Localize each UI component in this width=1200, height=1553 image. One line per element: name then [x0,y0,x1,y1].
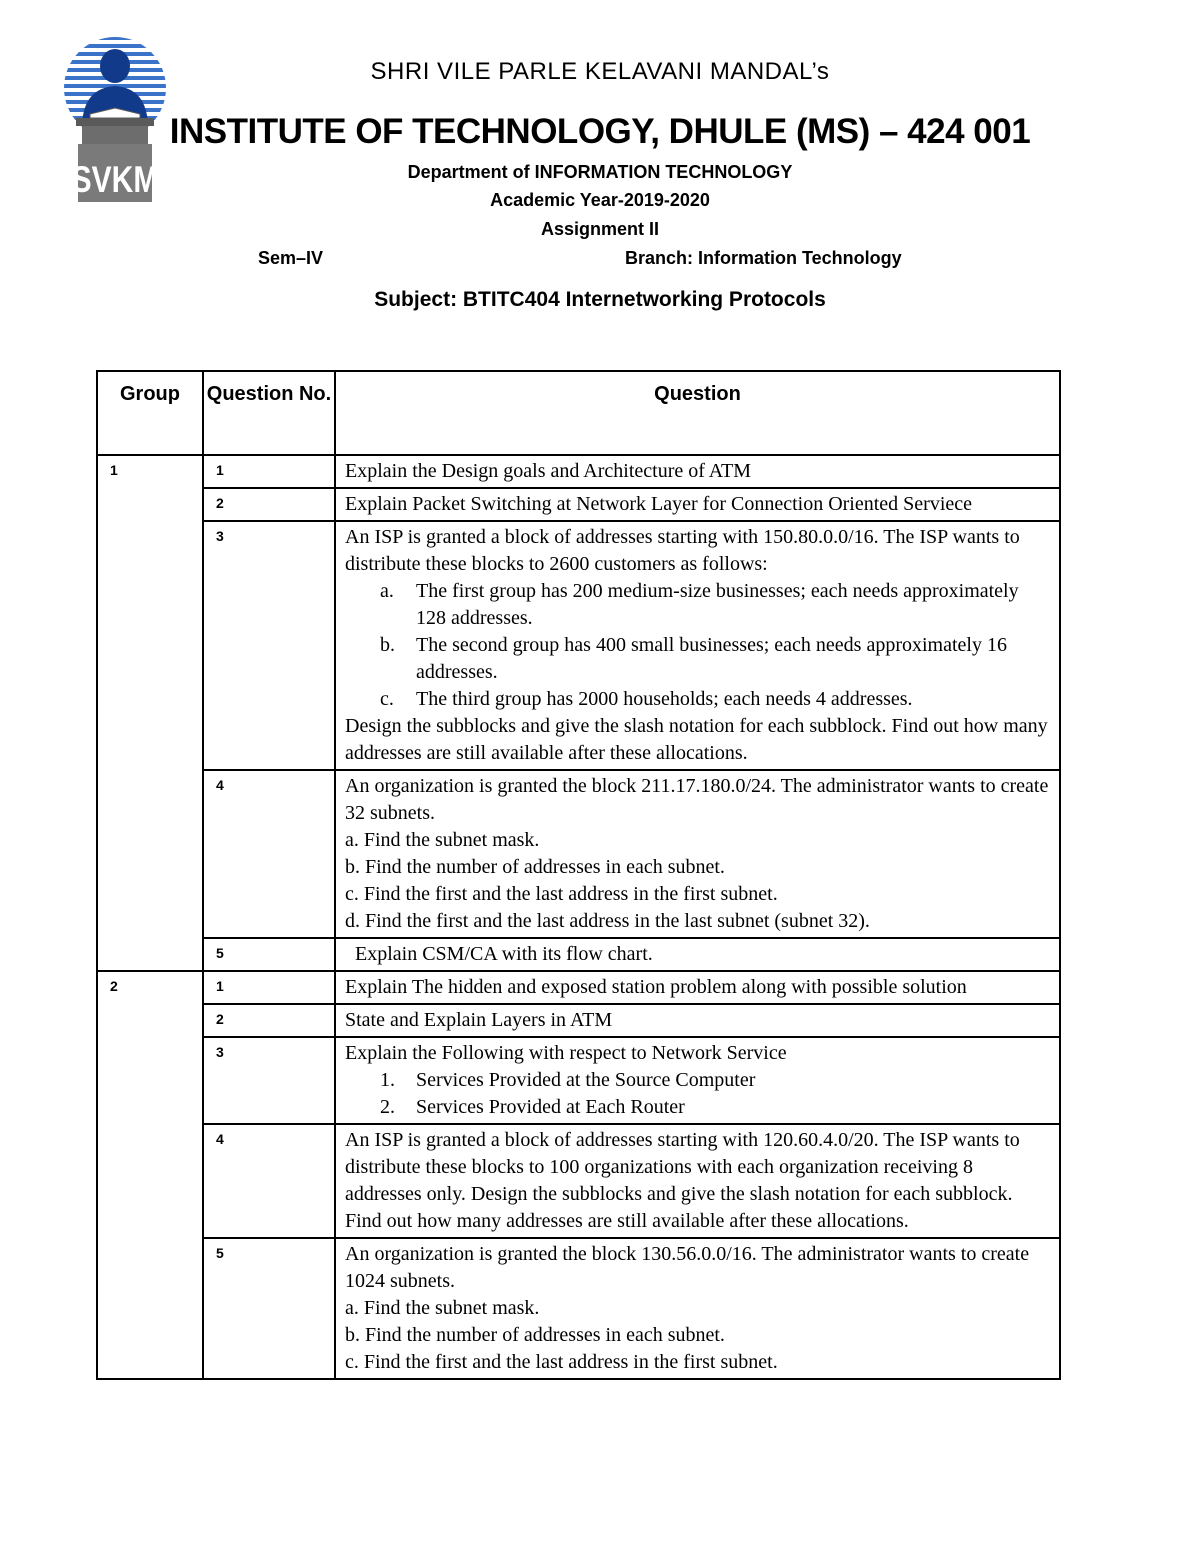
table-row [97,971,1060,1004]
question-text [335,770,1060,938]
question-line: c. Find the first and the last address in the first subnet. [345,883,778,905]
table-header-row [97,371,1060,455]
question-text [335,1238,1060,1379]
question-text [335,938,1060,971]
question-line: a. Find the subnet mask. [345,1297,540,1319]
question-text [335,488,1060,521]
question-line: Explain CSM/CA with its flow chart. [345,943,653,965]
question-line: Explain The hidden and exposed station problem along with possible solution [345,976,967,998]
question-text [335,1004,1060,1037]
department: Department of INFORMATION TECHNOLOGY [407,162,793,182]
question-line: b. Find the number of addresses in each subnet. [345,856,725,878]
table-row [97,488,1060,521]
subitem-text: Services Provided at Each Router [416,1096,685,1118]
question-line: b. Find the number of addresses in each subnet. [345,1324,725,1346]
question-line: An ISP is granted a block of addresses starting with 150.80.0.0/16. The ISP wants to distribute these blocks to 2600 customers as follows: [345,526,1025,575]
table-row [97,521,1060,770]
question-subitem [345,632,1051,686]
subitem-marker: b. [380,634,395,656]
semester: Sem–IV [258,248,324,268]
question-subitem [345,578,1051,632]
question-line: Design the subblocks and give the slash notation for each subblock. Find out how many addresses are still available after these allocations. [345,715,1048,764]
question-number: 2 [203,488,335,521]
question-number: 3 [203,521,335,770]
subitem-marker: c. [380,688,394,710]
subitem-text: The third group has 2000 households; each needs 4 addresses. [416,688,913,710]
logo-text: SVKM [71,159,159,202]
question-number: 5 [203,938,335,971]
question-line: d. Find the first and the last address in the last subnet (subnet 32). [345,910,870,932]
question-line: Explain the Following with respect to Network Service [345,1042,787,1064]
question-number: 4 [203,1124,335,1238]
institute-title: INSTITUTE OF TECHNOLOGY, DHULE (MS) – 424 001 [169,112,1031,151]
table-row [97,1238,1060,1379]
question-line: State and Explain Layers in ATM [345,1009,613,1031]
question-line: An ISP is granted a block of addresses starting with 120.60.4.0/20. The ISP wants to distribute these blocks to 100 organizations with each organization receiving 8 addresses only. Design the subblocks and give the slash notation for each subblock. Find out how many addresses are still available after these allocations. [345,1129,1025,1232]
table-row [97,938,1060,971]
question-text [335,971,1060,1004]
subitem-text: Services Provided at the Source Computer [416,1069,756,1091]
subject-title: Subject: BTITC404 Internetworking Protocols [374,288,826,311]
question-number: 5 [203,1238,335,1379]
subitem-text: The second group has 400 small businesses; each needs approximately 16 addresses. [416,634,1007,683]
table-row [97,1124,1060,1238]
question-number: 3 [203,1037,335,1124]
header-question: Question [335,371,1060,455]
question-line: Explain Packet Switching at Network Layer for Connection Oriented Serviece [345,493,973,515]
question-number: 1 [203,971,335,1004]
question-table [96,370,1061,1380]
table-row [97,1037,1060,1124]
question-text [335,1124,1060,1238]
question-line: An organization is granted the block 130.56.0.0/16. The administrator wants to create 1024 subnets. [345,1243,1035,1292]
subitem-marker: a. [380,580,394,602]
question-subitem [345,686,1051,713]
header-question-no: Question No. [203,371,335,455]
assignment-title: Assignment II [540,219,660,239]
question-number: 2 [203,1004,335,1037]
question-subitem [345,1094,1051,1121]
table-row [97,770,1060,938]
question-number: 4 [203,770,335,938]
question-text [335,455,1060,488]
branch: Branch: Information Technology [625,248,902,268]
group-number: 1 [97,455,203,971]
question-line: c. Find the first and the last address in the first subnet. [345,1351,778,1373]
question-number: 1 [203,455,335,488]
table-row [97,1004,1060,1037]
question-text [335,1037,1060,1124]
question-text [335,521,1060,770]
question-line: An organization is granted the block 211.17.180.0/24. The administrator wants to create 32 subnets. [345,775,1054,824]
group-number: 2 [97,971,203,1379]
question-subitem [345,1067,1051,1094]
academic-year: Academic Year-2019-2020 [490,190,710,210]
subitem-marker: 2. [380,1096,395,1118]
question-line: Explain the Design goals and Architecture of ATM [345,460,752,482]
table-row [97,455,1060,488]
subitem-text: The first group has 200 medium-size businesses; each needs approximately 128 addresses. [416,580,1019,629]
organization-name: SHRI VILE PARLE KELAVANI MANDAL’s [370,58,830,85]
question-line: a. Find the subnet mask. [345,829,540,851]
header-group: Group [97,371,203,455]
subitem-marker: 1. [380,1069,395,1091]
